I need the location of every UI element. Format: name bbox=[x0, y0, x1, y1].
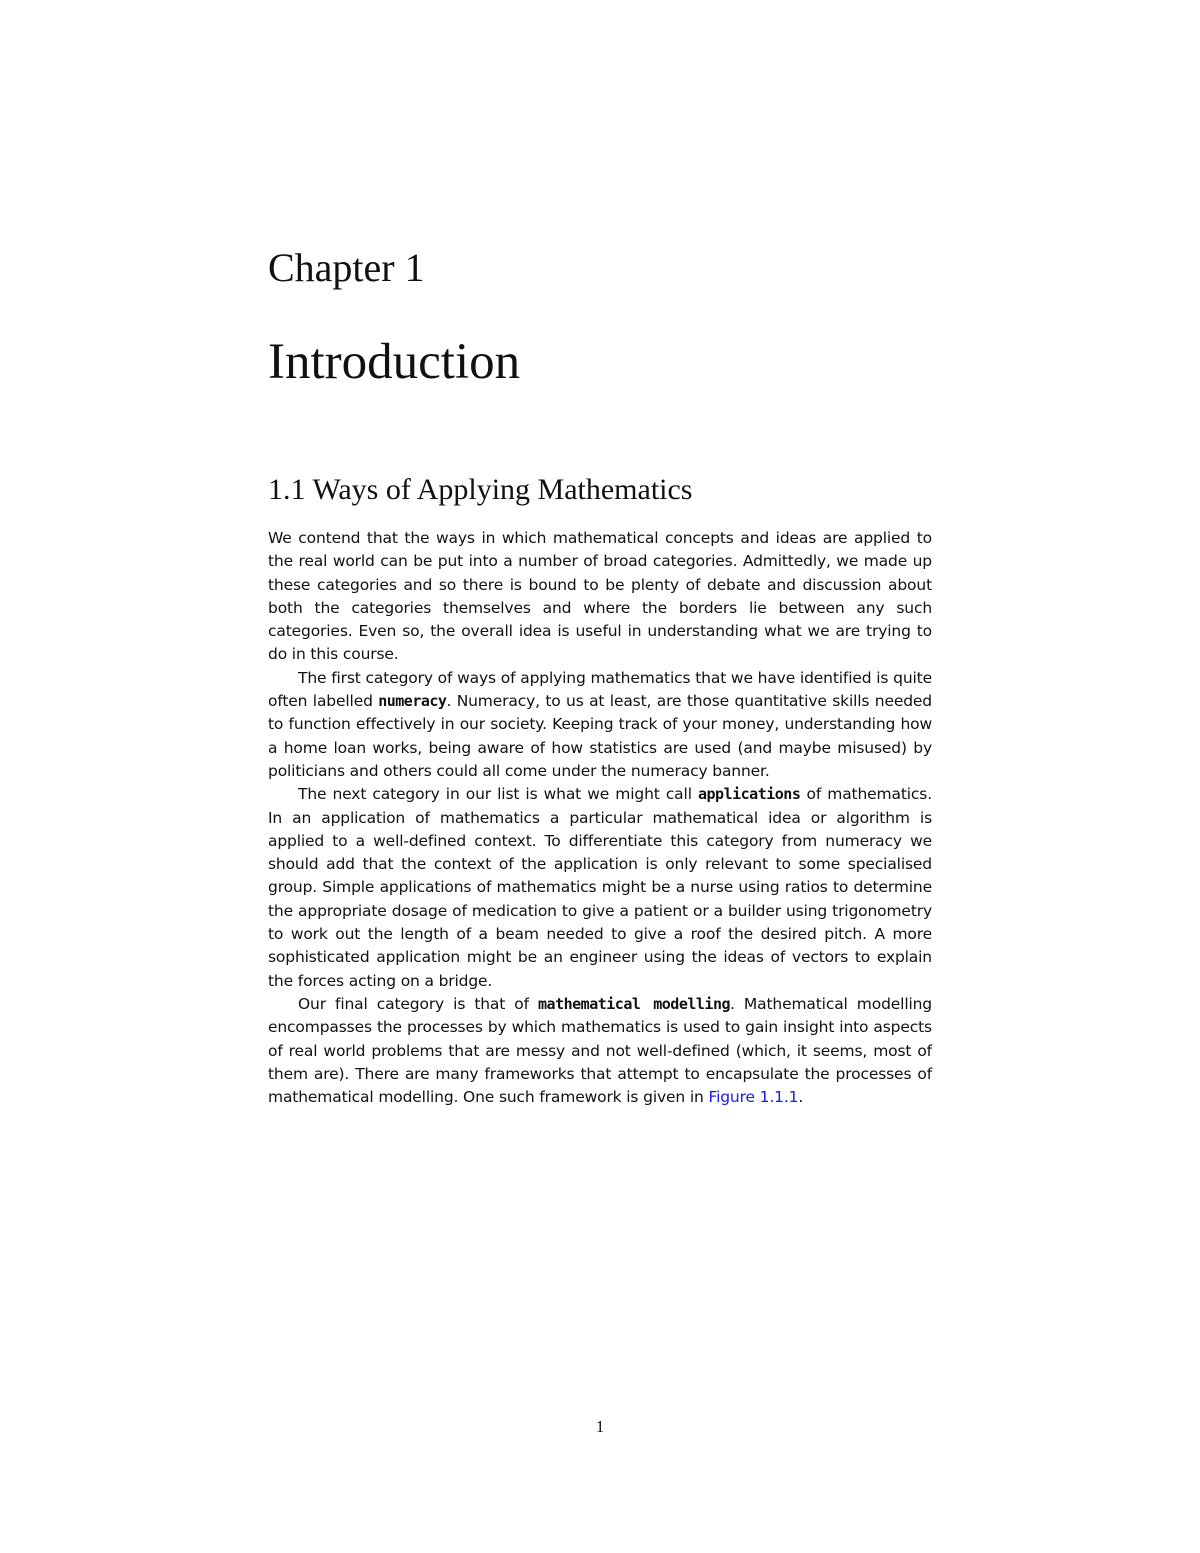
term-mathematical-modelling: mathematical modelling bbox=[538, 994, 731, 1013]
paragraph-2-text-end: . Numeracy, to us at least, are those quantitative skills needed to function effectively in our society. Keeping track of your money, understanding how a home loan works, being aware of how statistics are used (and maybe misused) by politicians and others could all come under the numeracy banner. bbox=[268, 692, 932, 780]
paragraph-3 bbox=[268, 783, 932, 993]
section-body bbox=[268, 527, 932, 1109]
figure-reference-link[interactable]: Figure 1.1.1 bbox=[708, 1088, 799, 1107]
paragraph-4-text-end: . bbox=[798, 1088, 804, 1107]
paragraph-3-text-end: of mathematics. In an application of mathematics a particular mathematical idea or algorithm is applied to a well-defined context. To differentiate this category from numeracy we should add that the context of the application is only relevant to some specialised group. Simple applications of mathematics might be a nurse using ratios to determine the appropriate dosage of medication to give a patient or a builder using trigonometry to work out the length of a beam needed to give a roof the desired pitch. A more sophisticated application might be an engineer using the ideas of vectors to explain the forces acting on a bridge. bbox=[268, 785, 932, 990]
paragraph-3-text-start: The next category in our list is what we might call bbox=[298, 785, 698, 804]
section-heading: 1.1 Ways of Applying Mathematics bbox=[268, 473, 693, 506]
paragraph-4 bbox=[268, 993, 932, 1109]
page-number: 1 bbox=[595, 1417, 605, 1436]
term-numeracy: numeracy bbox=[378, 692, 447, 711]
paragraph-4-text-start: Our final category is that of bbox=[298, 994, 539, 1013]
paragraph-2 bbox=[268, 667, 932, 783]
chapter-title: Introduction bbox=[268, 334, 521, 390]
paragraph-4-text-middle: . Mathematical modelling encompasses the processes by which mathematics is used to gain insight into aspects of real world problems that are messy and not well-defined (which, it seems, most of them are). There are many frameworks that attempt to encapsulate the processes of mathematical modelling. One such framework is given in bbox=[268, 994, 932, 1107]
chapter-label: Chapter 1 bbox=[268, 245, 425, 290]
paragraph-2-text-start: The first category of ways of applying mathematics that we have identified is quite often labelled bbox=[268, 668, 932, 711]
term-applications: applications bbox=[697, 785, 801, 804]
paragraph-1: We contend that the ways in which mathematical concepts and ideas are applied to the real world can be put into a number of broad categories. Admittedly, we made up these categories and so there is bound to be plenty of debate and discussion about both the categories themselves and where the borders lie between any such categories. Even so, the overall idea is useful in understanding what we are trying to do in this course. bbox=[268, 529, 932, 664]
